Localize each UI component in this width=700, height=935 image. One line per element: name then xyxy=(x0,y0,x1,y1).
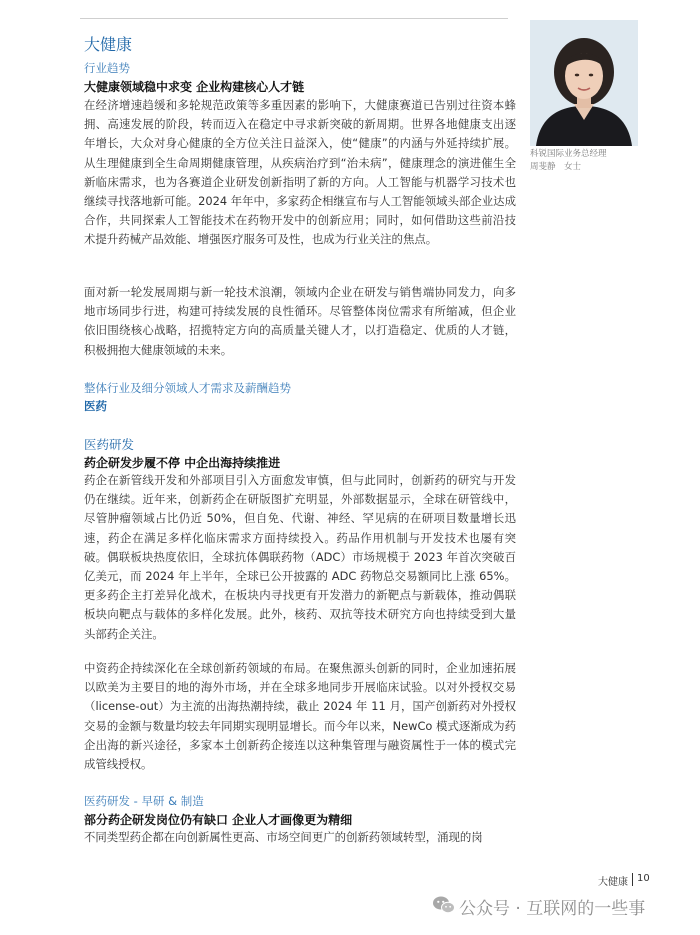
early-heading: 部分药企研发岗位仍有缺口 企业人才画像更为精细 xyxy=(84,813,353,827)
rnd-paragraph-2: 中资药企持续深化在全球创新药领域的布局。在聚焦源头创新的同时，企业加速拓展以欧美为主要目的地的海外市场，并在全球多地同步开展临床试验。以对外授权交易（license-out）为主流的出海热潮持续，截止 2024 年 11 月，国产创新药对外授权交易的金额与数量均较去年同期实现明显增长。而今年以来，NewCo 模式逐渐成为药企出海的新兴途径，多家本土创新药企接连以这种集管理与融资属性于一体的模式完成管线授权。 xyxy=(84,661,516,772)
early-subtitle: 医药研发 - 早研 & 制造 xyxy=(84,794,204,808)
top-divider xyxy=(80,18,508,19)
section-title: 大健康 xyxy=(84,35,133,54)
profile-caption-name: 周斐静 女士 xyxy=(530,162,582,172)
footer-divider xyxy=(632,873,633,886)
early-paragraph: 不同类型药企都在向创新属性更高、市场空间更广的创新药领域转型，涌现的岗 xyxy=(84,830,483,844)
trends-category: 医药 xyxy=(84,399,107,413)
intro-paragraph-2: 面对新一轮发展周期与新一轮技术浪潮，领域内企业在研发与销售端协同发力，向多地市场同步行进，构建可持续发展的良性循环。尽管整体岗位需求有所缩减，但企业依旧围绕核心战略，招揽特定方向的高质量关键人才，以打造稳定、优质的人才链，积极拥抱大健康领域的未来。 xyxy=(84,285,516,357)
footer-section-label: 大健康 xyxy=(598,877,628,888)
rnd-paragraph-1: 药企在新管线开发和外部项目引入方面愈发审慎，但与此同时，创新药的研究与开发仍在继续。近年来，创新药企在研版图扩充明显，外部数据显示，全球在研管线中，尽管肿瘤领域占比仍近 50%，但自免、代谢、神经、罕见病的在研项目数量增长迅速，药企在满足多样化临床需求方面持续投入。药品作用机制与开发技术也屡有突破。偶联板块热度依旧，全球抗体偶联药物（ADC）市场规模于 2023 年首次突破百亿美元，而 2024 年上半年，全球已公开披露的 ADC 药物总交易额同比上涨 65%。更多药企主打差异化战术，在板块内寻找更有开发潜力的新靶点与新载体，推动偶联板块向靶点与载体的多样化发展。此外，核药、双抗等技术研究方向也持续受到大量头部药企关注。 xyxy=(84,473,516,641)
rnd-title: 医药研发 xyxy=(84,437,135,452)
rnd-heading: 药企研发步履不停 中企出海持续推进 xyxy=(84,456,281,470)
watermark-text: 公众号 · 互联网的一些事 xyxy=(459,899,646,919)
subtitle-industry-trends: 行业趋势 xyxy=(84,61,130,75)
page-number: 10 xyxy=(637,873,650,884)
profile-photo xyxy=(530,20,638,146)
profile-caption-title: 科锐国际业务总经理 xyxy=(530,149,607,159)
intro-paragraph-1: 在经济增速趋缓和多轮规范政策等多重因素的影响下，大健康赛道已告别过往资本蜂拥、高速发展的阶段，转而迈入在稳定中寻求新突破的新周期。世界各地健康支出逐年增长，大众对身心健康的全方位关注日益深入，使“健康”的内涵与外延持续扩展。从生理健康到全生命周期健康管理，从疾病治疗到“治未病”，健康理念的演进催生全新临床需求，也为各赛道企业研发创新指明了新的方向。人工智能与机器学习技术也继续寻找落地新可能。2024 年年中，多家药企相继宣布与人工智能领域头部企业达成合作，共同探索人工智能技术在药物开发中的创新应用；同时，如何借助这些前沿技术提升药械产品效能、增强医疗服务可及性，也成为行业关注的焦点。 xyxy=(84,98,516,247)
trends-subtitle: 整体行业及细分领域人才需求及薪酬趋势 xyxy=(84,381,291,395)
intro-heading: 大健康领域稳中求变 企业构建核心人才链 xyxy=(84,80,305,94)
wechat-icon xyxy=(432,895,456,919)
